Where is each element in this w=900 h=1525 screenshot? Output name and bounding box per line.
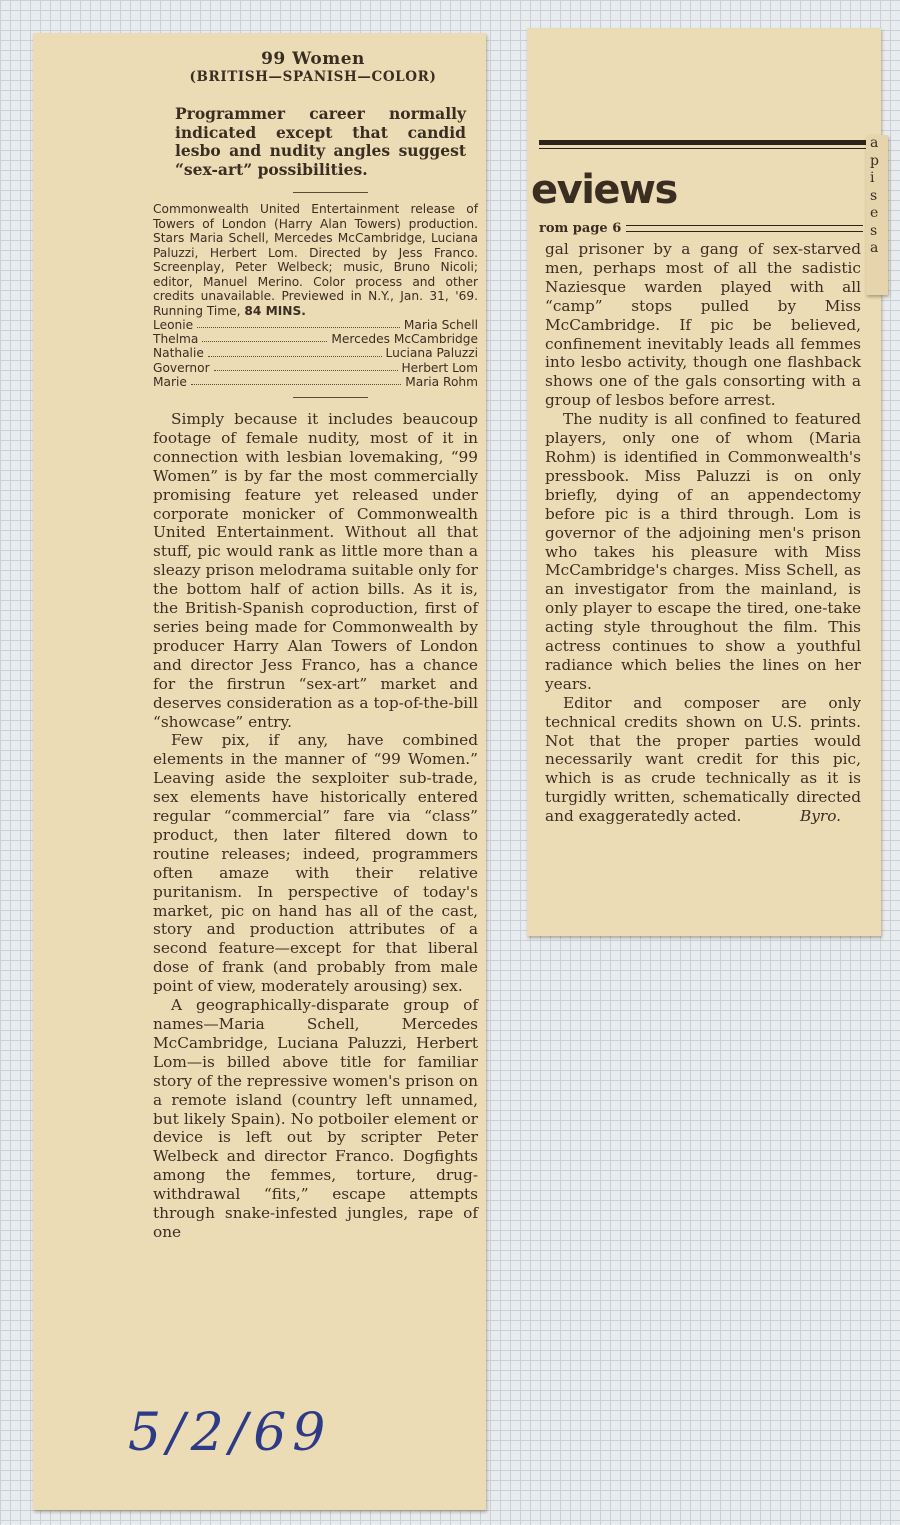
cast-actor: Mercedes McCambridge [331, 332, 478, 347]
paragraph-text: Editor and composer are only technical credits shown on U.S. prints. Not that the proper parties would necessarily want credit for this pic, which is as crude technically as it is turgidly written, schematically directed and exaggeratedly acted. [545, 693, 861, 826]
credits-block [153, 202, 478, 318]
cast-role: Leonie [153, 318, 194, 332]
body-paragraph: gal prisoner by a gang of sex-starved men, perhaps most of all the sadistic Naziesque warden played with all “camp” stops pulled by Miss McCambridge. If pic be believed, confinement inevitably leads all femmes into lesbo activity, though one flashback shows one of the gals consorting with a group of lesbos before arrest. [545, 240, 861, 410]
credits-text: Commonwealth United Entertainment release of Towers of London (Harry Alan Towers) production. Stars Maria Schell, Mercedes McCambridge, Luciana Paluzzi, Herbert Lom. Directed by Jess Franco. Screenplay, Peter Welbeck; music, Bruno Nicoli; editor, Manuel Merino. Color process and other credits unavailable. Previewed in N.Y., Jan. 31, '69. [153, 202, 478, 303]
cast-actor: Herbert Lom [401, 360, 478, 375]
edge-fragment [866, 135, 888, 295]
section-header: eviews [531, 167, 677, 213]
cast-row [153, 361, 478, 375]
divider [293, 192, 368, 193]
body-paragraph [545, 694, 861, 826]
running-time-label: Running Time, [153, 303, 241, 318]
edge-letter: s [870, 187, 878, 204]
review-body [153, 410, 478, 1242]
body-paragraph: A geographically-disparate group of names—Maria Schell, Mercedes McCambridge, Luciana Paluzzi, Herbert Lom—is billed above title for familiar story of the repressive women's prison on a remote island (country left unnamed, but likely Spain). No potboiler element or device is left out by scripter Peter Welbeck and director Franco. Dogfights among the femmes, torture, drug-withdrawal “fits,” escape attempts through snake-infested jungles, rape of one [153, 996, 478, 1241]
edge-letter: e [870, 205, 879, 221]
review-summary: Programmer career normally indicated except that candid lesbo and nudity angles suggest “sex-art” possibilities. [175, 104, 466, 179]
heavy-rule [539, 140, 869, 145]
divider [293, 397, 368, 398]
body-paragraph: Few pix, if any, have combined elements in the manner of “99 Women.” Leaving aside the sexploiter sub-trade, sex elements have historically entered regular “commercial” fare via “class” product, then later filtered down to routine releases; indeed, programmers often amaze with their relative puritanism. In perspective of today's market, pic on hand has all of the cast, story and production attributes of a second feature—except for that liberal dose of frank (and probably from male point of view, moderately arousing) sex. [153, 731, 478, 996]
from-page-label: rom page 6 [539, 221, 622, 236]
handwritten-date: 5/2/69 [128, 1403, 332, 1463]
cast-row [153, 375, 478, 389]
cast-role: Governor [153, 360, 210, 375]
review-title: 99 Women [261, 49, 365, 69]
edge-letter: a [870, 135, 879, 151]
edge-letter: i [870, 170, 875, 186]
running-time: 84 MINS. [244, 303, 306, 318]
edge-letter: s [870, 222, 878, 239]
cast-actor: Maria Rohm [405, 374, 478, 389]
cast-list [153, 318, 478, 389]
cast-role: Nathalie [153, 346, 204, 361]
continuation-body [539, 240, 861, 826]
continuation-clipping [527, 28, 881, 936]
body-paragraph: The nudity is all confined to featured players, only one of whom (Maria Rohm) is identified in Commonwealth's pressbook. Miss Paluzzi is on only briefly, dying of an appendectomy before pic is a third through. Lom is governor of the adjoining men's prison who takes his pleasure with Miss McCambridge's charges. Miss Schell, as an investigator from the mainland, is only player to escape the tired, one-take acting style throughout the film. This actress continues to show a youthful radiance which belies the lines on her years. [545, 410, 861, 693]
cast-role: Thelma [153, 332, 199, 347]
review-clipping [33, 33, 486, 1510]
edge-letter: p [870, 152, 879, 169]
edge-letter: a [870, 240, 879, 256]
cast-actor: Maria Schell [403, 318, 478, 332]
decorative-lines [626, 225, 863, 232]
reviewer-signature: Byro. [800, 807, 841, 826]
edge-text [866, 135, 888, 258]
cast-row [153, 332, 478, 346]
thin-rule [539, 148, 869, 149]
cast-row [153, 346, 478, 360]
cast-role: Marie [153, 374, 187, 389]
review-subtitle: (BRITISH—SPANISH—COLOR) [189, 69, 437, 85]
from-page-line [539, 221, 881, 236]
body-paragraph: Simply because it includes beaucoup footage of female nudity, most of it in connection with lesbian lovemaking, “99 Women” is by far the most commercially promising feature yet released under corporate monicker of Commonwealth United Entertainment. Without all that stuff, pic would rank as little more than a sleazy prison melodrama suitable only for the bottom half of action bills. As it is, the British-Spanish coproduction, first of series being made for Commonwealth by producer Harry Alan Towers of London and director Jess Franco, has a chance for the firstrun “sex-art” market and deserves consideration as a top-of-the-bill “showcase” entry. [153, 410, 478, 731]
cast-row [153, 318, 478, 332]
cast-actor: Luciana Paluzzi [385, 346, 478, 361]
